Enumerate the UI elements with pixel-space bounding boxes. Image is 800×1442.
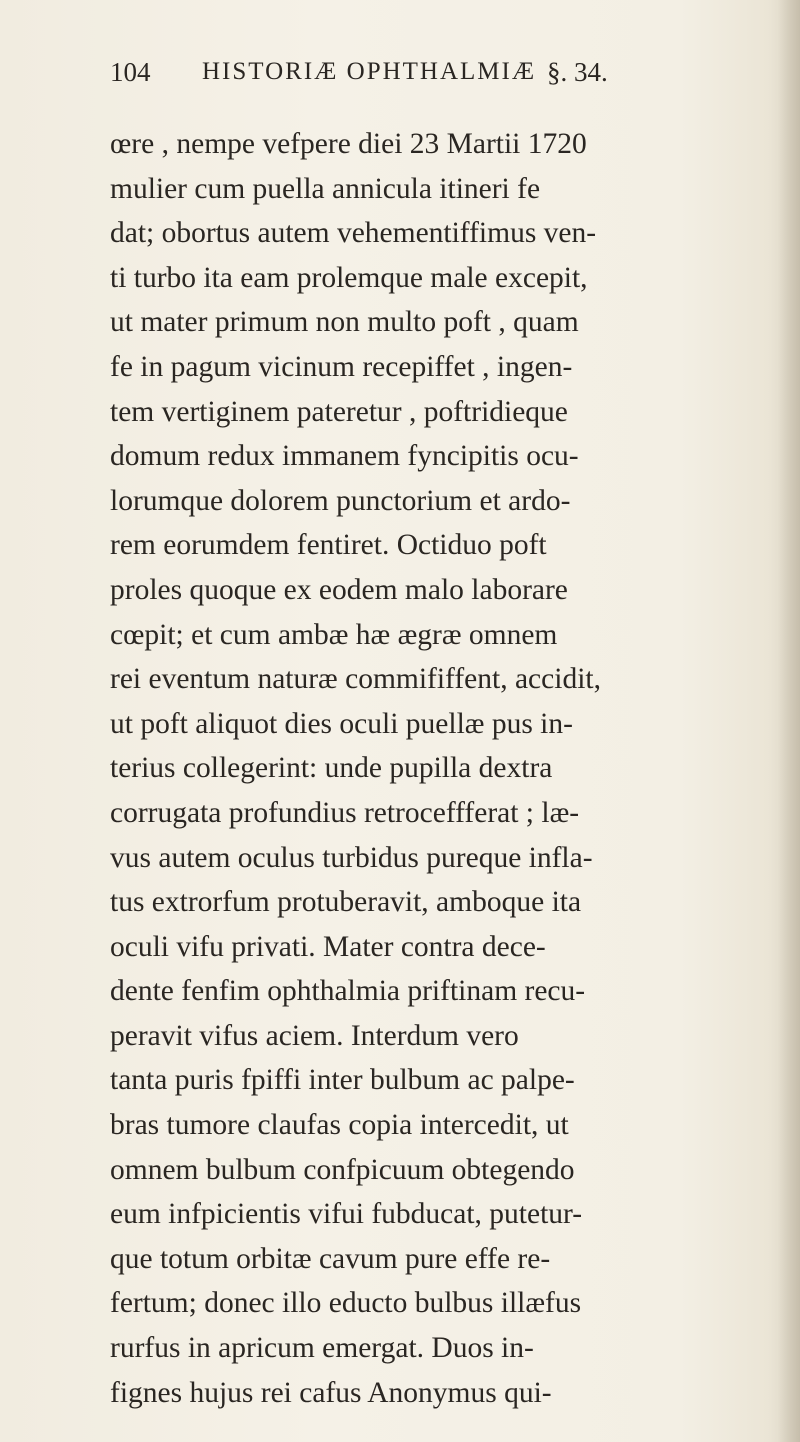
text-line: tus extrorfum protuberavit, amboque ita: [110, 886, 582, 919]
text-line: corrugata profundius retroceffferat ; læ-: [110, 796, 580, 829]
text-line: proles quoque ex eodem malo laborare: [110, 573, 568, 606]
text-line: omnem bulbum confpicuum obtegendo: [110, 1153, 575, 1186]
text-line: rurfus in apricum emergat. Duos in-: [110, 1332, 534, 1365]
text-line: oculi vifu privati. Mater contra dece-: [110, 930, 546, 963]
text-line: ut poft aliquot dies oculi puellæ pus in-: [110, 707, 573, 740]
text-line: dente fenfim ophthalmia priftinam recu-: [110, 975, 586, 1008]
text-line: vus autem oculus turbidus pureque infla-: [110, 841, 593, 874]
text-line: rem eorumdem fentiret. Octiduo poft: [110, 529, 547, 562]
running-header: [110, 50, 670, 94]
text-line: domum redux immanem fyncipitis ocu-: [110, 440, 579, 473]
text-line: tem vertiginem pateretur , poftridieque: [110, 395, 568, 428]
text-line: ut mater primum non multo poft , quam: [110, 306, 579, 339]
text-line: lorumque dolorem punctorium et ardo-: [110, 484, 571, 517]
text-line: bras tumore claufas copia intercedit, ut: [110, 1109, 569, 1142]
text-line: dat; obortus autem vehementiffimus ven-: [110, 217, 597, 250]
text-line: terius collegerint: unde pupilla dextra: [110, 752, 553, 785]
text-line: ti turbo ita eam prolemque male excepit,: [110, 261, 588, 294]
text-line: tanta puris fpiffi inter bulbum ac palpe-: [110, 1064, 575, 1097]
text-line: fertum; donec illo educto bulbus illæfus: [110, 1287, 582, 1320]
body-text: [110, 122, 690, 1415]
page-number: 104: [110, 57, 151, 87]
text-line: œre , nempe vefpere diei 23 Martii 1720: [110, 128, 587, 160]
section-reference: §. 34.: [547, 57, 608, 87]
text-line: cœpit; et cum ambæ hæ ægræ omnem: [110, 618, 558, 651]
text-line: mulier cum puella annicula itineri fe: [110, 172, 541, 205]
running-title: HISTORIÆ OPHTHALMIÆ: [202, 58, 537, 85]
text-line: que totum orbitæ cavum pure effe re-: [110, 1242, 551, 1275]
text-line: rei eventum naturæ commififfent, accidit,: [110, 663, 601, 696]
text-line: peravit vifus aciem. Interdum vero: [110, 1019, 519, 1052]
page-edge-shadow: [778, 0, 800, 1442]
text-line: fignes hujus rei cafus Anonymus qui-: [110, 1376, 552, 1409]
text-line: fe in pagum vicinum recepiffet , ingen-: [110, 350, 573, 383]
text-line: eum infpicientis vifui fubducat, putetur-: [110, 1198, 583, 1231]
